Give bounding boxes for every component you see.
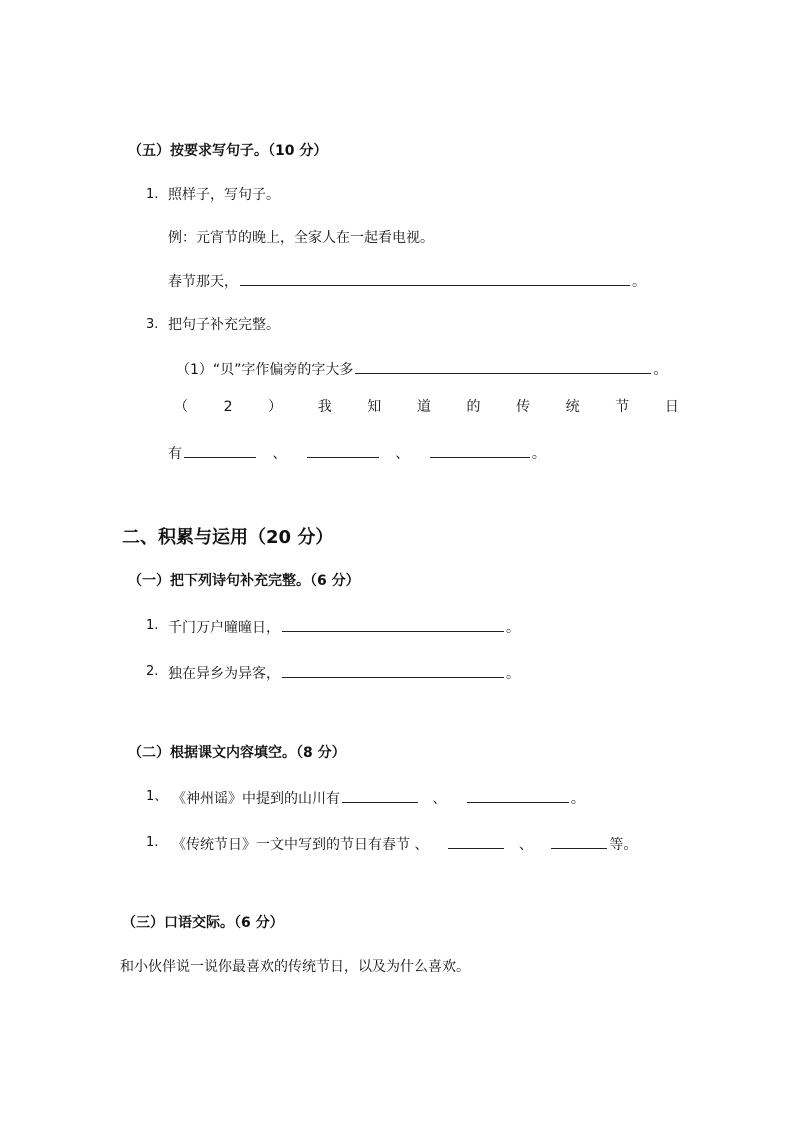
char: 节: [615, 399, 630, 415]
question-instruction: 照样子，写句子。: [168, 187, 280, 203]
question-instruction: 把句子补充完整。: [168, 317, 280, 333]
question-number: 1.: [146, 187, 159, 202]
char: 知: [367, 399, 382, 415]
answer-prompt: 春节那天，: [168, 274, 238, 290]
answer-line: [172, 787, 585, 809]
line-end: 等。: [609, 837, 638, 853]
char: 2: [223, 399, 233, 415]
char: 的: [466, 399, 481, 415]
answer-blank[interactable]: [430, 442, 530, 458]
poem-line: [168, 662, 520, 684]
answer-blank[interactable]: [551, 833, 607, 849]
example-sentence: 例：元宵节的晚上，全家人在一起看电视。: [168, 230, 434, 246]
line-end: 。: [506, 666, 520, 682]
separator: 、: [272, 446, 287, 462]
line-end: 。: [632, 274, 646, 290]
answer-blank[interactable]: [467, 787, 569, 803]
answer-line: [168, 442, 546, 464]
question-number: 1.: [146, 835, 159, 850]
answer-blank[interactable]: [240, 270, 630, 286]
line-end: 。: [570, 791, 585, 807]
answer-line: [176, 358, 667, 380]
item-prefix: （1）“贝”字作偏旁的字大多: [176, 362, 354, 378]
char: ）: [268, 399, 283, 415]
separator: 、: [432, 791, 447, 807]
answer-blank[interactable]: [307, 442, 379, 458]
section-heading-1: （一）把下列诗句补充完整。（6 分）: [128, 573, 360, 589]
line-end: 。: [506, 620, 520, 636]
answer-line: [168, 270, 646, 292]
question-number: 1.: [146, 618, 159, 633]
char: 我: [317, 399, 332, 415]
line-end: 。: [531, 446, 546, 462]
oral-prompt: 和小伙伴说一说你最喜欢的传统节日，以及为什么喜欢。: [120, 959, 470, 975]
question-number: 1、: [146, 789, 168, 804]
section-heading-5: （五）按要求写句子。（10 分）: [128, 143, 328, 159]
char: （: [174, 399, 188, 415]
question-text: 《神州谣》中提到的山川有: [172, 791, 340, 807]
spread-line: [174, 397, 679, 417]
part-heading: 二、积累与运用（20 分）: [122, 527, 334, 548]
separator: 、: [395, 446, 410, 462]
answer-blank[interactable]: [184, 442, 256, 458]
answer-blank[interactable]: [282, 662, 504, 678]
section-heading-2: （二）根据课文内容填空。（8 分）: [128, 745, 346, 761]
answer-blank[interactable]: [355, 358, 651, 374]
poem-text: 独在异乡为异客，: [168, 666, 280, 682]
answer-line: [172, 833, 637, 855]
poem-text: 千门万户曈曈日，: [168, 620, 280, 636]
item-prefix: 有: [168, 446, 182, 462]
line-end: 。: [653, 362, 668, 378]
question-number: 3.: [146, 317, 159, 332]
char: 日: [664, 399, 679, 415]
char: 统: [565, 399, 580, 415]
answer-blank[interactable]: [448, 833, 504, 849]
poem-line: [168, 616, 520, 638]
section-heading-3: （三）口语交际。（6 分）: [122, 915, 284, 931]
char: 道: [416, 399, 431, 415]
separator: 、: [518, 837, 533, 853]
question-number: 2.: [146, 664, 159, 679]
question-text: 《传统节日》一文中写到的节日有春节 、: [172, 837, 429, 853]
answer-blank[interactable]: [282, 616, 504, 632]
char: 传: [516, 399, 531, 415]
answer-blank[interactable]: [342, 787, 418, 803]
